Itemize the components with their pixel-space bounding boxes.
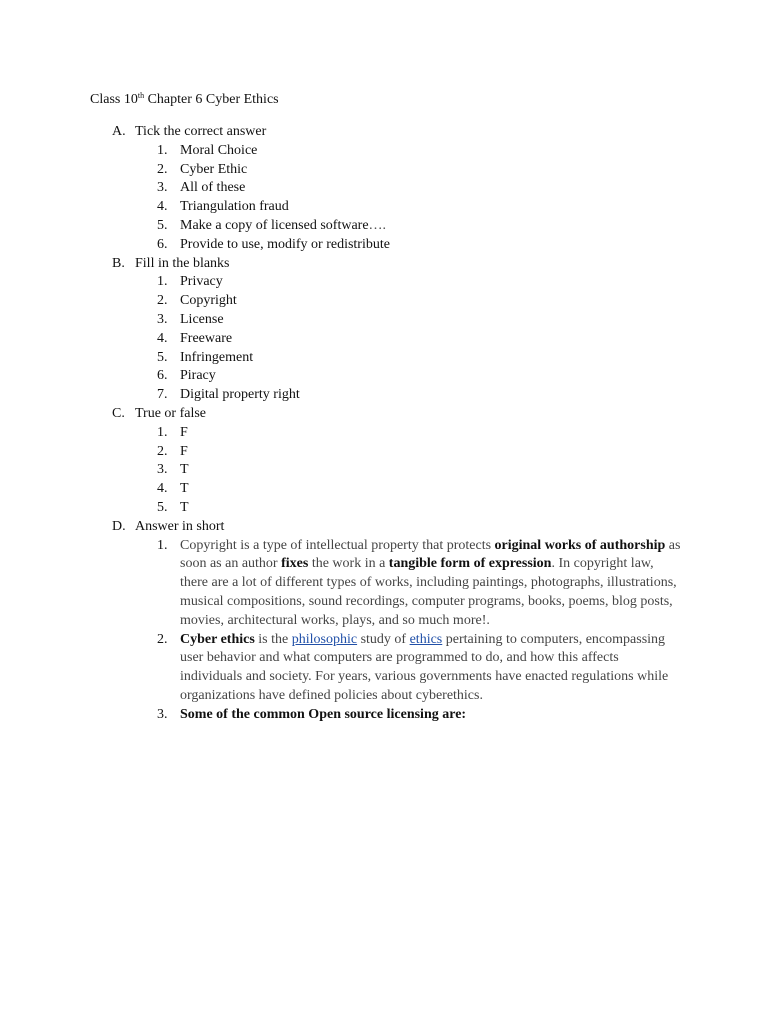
section-b [112, 255, 682, 405]
item-text [180, 179, 682, 198]
item-label: Digital property right [180, 387, 300, 403]
item-number: 3. [157, 180, 168, 196]
item-text [180, 311, 682, 330]
section-letter: B. [112, 255, 125, 271]
item-text [180, 631, 682, 706]
section-heading [112, 255, 682, 274]
answer-text: study of [357, 631, 410, 647]
item-label: Make a copy of licensed software [180, 217, 369, 233]
item-number: 3. [157, 462, 168, 478]
item-text [180, 367, 682, 386]
item-text [180, 198, 682, 217]
section-heading [112, 405, 682, 424]
list-item [157, 386, 682, 405]
item-number: 6. [157, 368, 168, 384]
list-item [157, 367, 682, 386]
item-number: 3. [157, 706, 168, 722]
section-d [112, 518, 682, 725]
list-item [157, 311, 682, 330]
item-text [180, 461, 682, 480]
section-letter: C. [112, 405, 125, 421]
list-item [157, 706, 682, 725]
item-text [180, 217, 682, 236]
list-item [157, 424, 682, 443]
item-number: 4. [157, 199, 168, 215]
section-letter: A. [112, 124, 126, 139]
item-text [180, 424, 682, 443]
item-label: T [180, 481, 189, 497]
list-item [157, 480, 682, 499]
item-label: Triangulation fraud [180, 199, 289, 215]
item-text [180, 480, 682, 499]
section-heading-text: True or false [135, 405, 207, 421]
item-number: 5. [157, 217, 168, 233]
item-label: Privacy [180, 274, 223, 290]
list-item [157, 161, 682, 180]
item-text [180, 236, 682, 255]
item-number: 5. [157, 499, 168, 515]
item-number: 2. [157, 161, 168, 177]
list-item [157, 273, 682, 292]
answer-list [112, 273, 682, 405]
answer-text: the work in a [308, 556, 389, 572]
bold-term: fixes [281, 556, 309, 572]
item-number: 1. [157, 537, 168, 553]
item-number: 6. [157, 236, 168, 252]
answer-text: Copyright is a type of intellectual property that protects [180, 537, 495, 553]
list-item [157, 217, 682, 236]
item-text [180, 349, 682, 368]
item-text [180, 330, 682, 349]
item-text [180, 706, 682, 725]
answer-text: pertaining to computers, encompassing user behavior and what computers are programmed to do, and how this affects individuals and society. For years, various governments have enacted regulations while organizations have defined policies about cyberethics. [180, 631, 669, 703]
hyperlink[interactable]: philosophic [291, 631, 358, 647]
list-item [157, 537, 682, 631]
item-label: Freeware [180, 330, 233, 346]
list-item [157, 349, 682, 368]
item-text [180, 273, 682, 292]
bold-term: Cyber ethics [180, 631, 255, 647]
item-label: T [180, 462, 189, 478]
title-prefix: Class 10 [90, 92, 138, 107]
list-item [157, 631, 682, 706]
item-label: Copyright [180, 293, 237, 309]
item-suffix: …. [368, 217, 387, 233]
title-rest: Chapter 6 Cyber Ethics [144, 92, 279, 107]
section-heading [112, 123, 682, 142]
list-item [157, 142, 682, 161]
list-item [157, 443, 682, 462]
item-text [180, 443, 682, 462]
item-number: 1. [157, 274, 168, 290]
item-number: 2. [157, 443, 168, 459]
section-heading-text: Tick the correct answer [135, 124, 267, 139]
answer-outline [112, 123, 682, 725]
answer-list [112, 142, 682, 255]
bold-term: original works of authorship [494, 537, 666, 553]
item-label: Provide to use, modify or redistribute [180, 236, 390, 252]
section-c [112, 405, 682, 518]
list-item [157, 330, 682, 349]
list-item [157, 292, 682, 311]
item-label: Infringement [180, 349, 254, 365]
section-a [112, 123, 682, 255]
item-label: All of these [180, 180, 246, 196]
section-letter: D. [112, 518, 126, 534]
item-label: T [180, 499, 189, 515]
bold-term: tangible form of expression [388, 556, 552, 572]
list-item [157, 236, 682, 255]
item-text [180, 386, 682, 405]
item-number: 7. [157, 387, 168, 403]
answer-text: . In copyright law, there are a lot of different types of works, including paintings, photographs, illustrations, musical compositions, sound recordings, computer programs, books, poems, blog posts, movies, architectural works, plays, and so much more!. [180, 556, 677, 628]
answer-text: as soon as an author [180, 537, 681, 572]
list-item [157, 179, 682, 198]
item-number: 4. [157, 330, 168, 346]
list-item [157, 461, 682, 480]
item-number: 2. [157, 631, 168, 647]
item-label: F [180, 424, 188, 440]
list-item [157, 499, 682, 518]
hyperlink[interactable]: ethics [409, 631, 443, 647]
item-label: Piracy [180, 368, 216, 384]
document-title [90, 91, 279, 110]
item-label: Cyber Ethic [180, 161, 248, 177]
item-text [180, 537, 682, 631]
list-item [157, 198, 682, 217]
item-number: 4. [157, 481, 168, 497]
item-number: 1. [157, 424, 168, 440]
title-superscript: th [137, 91, 145, 100]
item-label: Moral Choice [180, 142, 258, 158]
item-label: F [180, 443, 188, 459]
section-heading-text: Answer in short [135, 518, 225, 534]
section-heading-text: Fill in the blanks [135, 255, 230, 271]
item-text [180, 161, 682, 180]
item-text [180, 292, 682, 311]
item-number: 5. [157, 349, 168, 365]
answer-text: is the [254, 631, 292, 647]
item-number: 1. [157, 142, 168, 158]
answer-list [112, 424, 682, 518]
answer-list [112, 537, 682, 725]
item-label: License [180, 311, 224, 327]
section-heading [112, 518, 682, 537]
item-text [180, 142, 682, 161]
item-number: 3. [157, 311, 168, 327]
bold-term: Some of the common Open source licensing are: [180, 706, 467, 722]
item-number: 2. [157, 293, 168, 309]
item-text [180, 499, 682, 518]
